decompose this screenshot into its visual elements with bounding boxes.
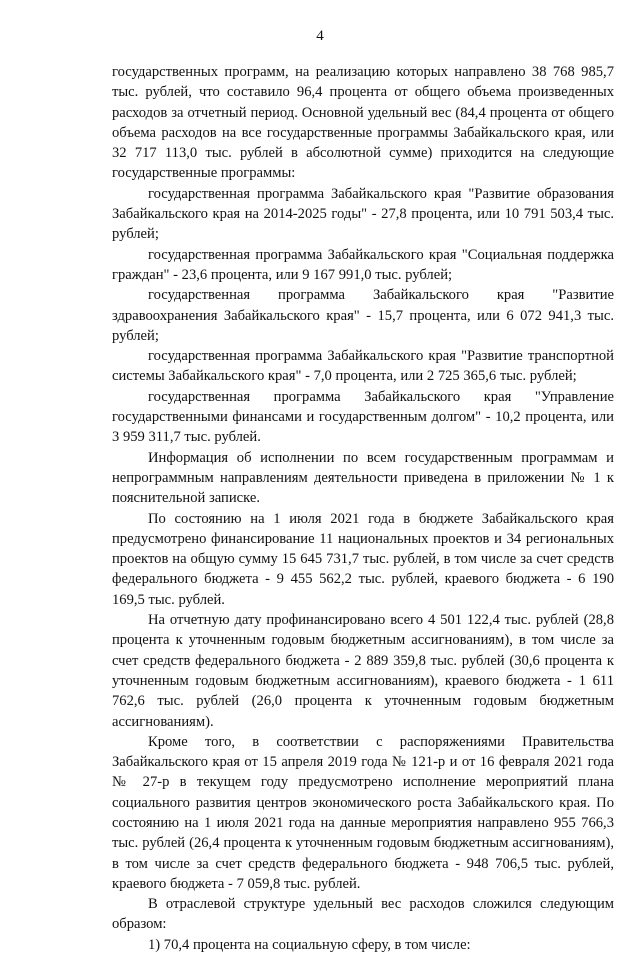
- paragraph-growth-centers: Кроме того, в соответствии с распоряжениями Правительства Забайкальского края от 15 апреля 2019 года № 121-р и от 16 февраля 2021 года № 27-р в текущем году предусмотрено исполнение мероприятий плана социального развития центров экономического роста Забайкальского края. По состоянию на 1 июля 2021 года на данные мероприятия направлено 955 766,3 тыс. рублей (26,4 процента к уточненным годовым бюджетным ассигнованиям), в том числе за счет средств федерального бюджета - 948 706,5 тыс. рублей, краевого бюджета - 7 059,8 тыс. рублей.: [112, 733, 614, 892]
- paragraph-sector-structure: В отраслевой структуре удельный вес расходов сложился следующим образом:: [112, 896, 614, 933]
- paragraph-appendix-info: Информация об исполнении по всем государственным программам и непрограммным направлениям деятельности приведена в приложении № 1 к пояснительной записке.: [112, 449, 614, 507]
- list-item-social-sphere: 1) 70,4 процента на социальную сферу, в том числе:: [148, 936, 471, 953]
- paragraph-program-transport: государственная программа Забайкальского края "Развитие транспортной системы Забайкальского края" - 7,0 процента, или 2 725 365,6 тыс. рублей;: [112, 348, 614, 385]
- page-number: 4: [316, 28, 324, 44]
- paragraph-programs-intro: государственных программ, на реализацию которых направлено 38 768 985,7 тыс. рублей, что составило 96,4 процента от общего объема произведенных расходов за отчетный период. Основной удельный вес (84,4 процента от общего объема расходов на все государственные программы Забайкальского края, или 32 717 113,0 тыс. рублей в абсолютной сумме) приходится на следующие государственные программы:: [112, 64, 614, 182]
- paragraph-financed-total: На отчетную дату профинансировано всего 4 501 122,4 тыс. рублей (28,8 процента к уточненным годовым бюджетным ассигнованиям), в том числе за счет средств федерального бюджета - 2 889 359,8 тыс. рублей (30,6 процента к уточненным годовым бюджетным ассигнованиям), краевого бюджета - 1 611 762,6 тыс. рублей (26,0 процента к уточненным годовым бюджетным ассигнованиям).: [112, 612, 614, 730]
- document-body: [112, 62, 614, 955]
- paragraph-program-education: государственная программа Забайкальского края "Развитие образования Забайкальского края на 2014-2025 годы" - 27,8 процента, или 10 791 503,4 тыс. рублей;: [112, 185, 614, 243]
- paragraph-program-finance: государственная программа Забайкальского края "Управление государственными финансами и государственным долгом" - 10,2 процента, или 3 959 311,7 тыс. рублей.: [112, 388, 614, 446]
- paragraph-program-social-support: государственная программа Забайкальского края "Социальная поддержка граждан" - 23,6 процента, или 9 167 991,0 тыс. рублей;: [112, 246, 614, 283]
- paragraph-national-projects: По состоянию на 1 июля 2021 года в бюджете Забайкальского края предусмотрено финансирование 11 национальных проектов и 34 региональных проектов на общую сумму 15 645 731,7 тыс. рублей, в том числе за счет средств федерального бюджета - 9 455 562,2 тыс. рублей, краевого бюджета - 6 190 169,5 тыс. рублей.: [112, 510, 614, 608]
- paragraph-program-healthcare: государственная программа Забайкальского края "Развитие здравоохранения Забайкальского края" - 15,7 процента, или 6 072 941,3 тыс. рублей;: [112, 287, 614, 344]
